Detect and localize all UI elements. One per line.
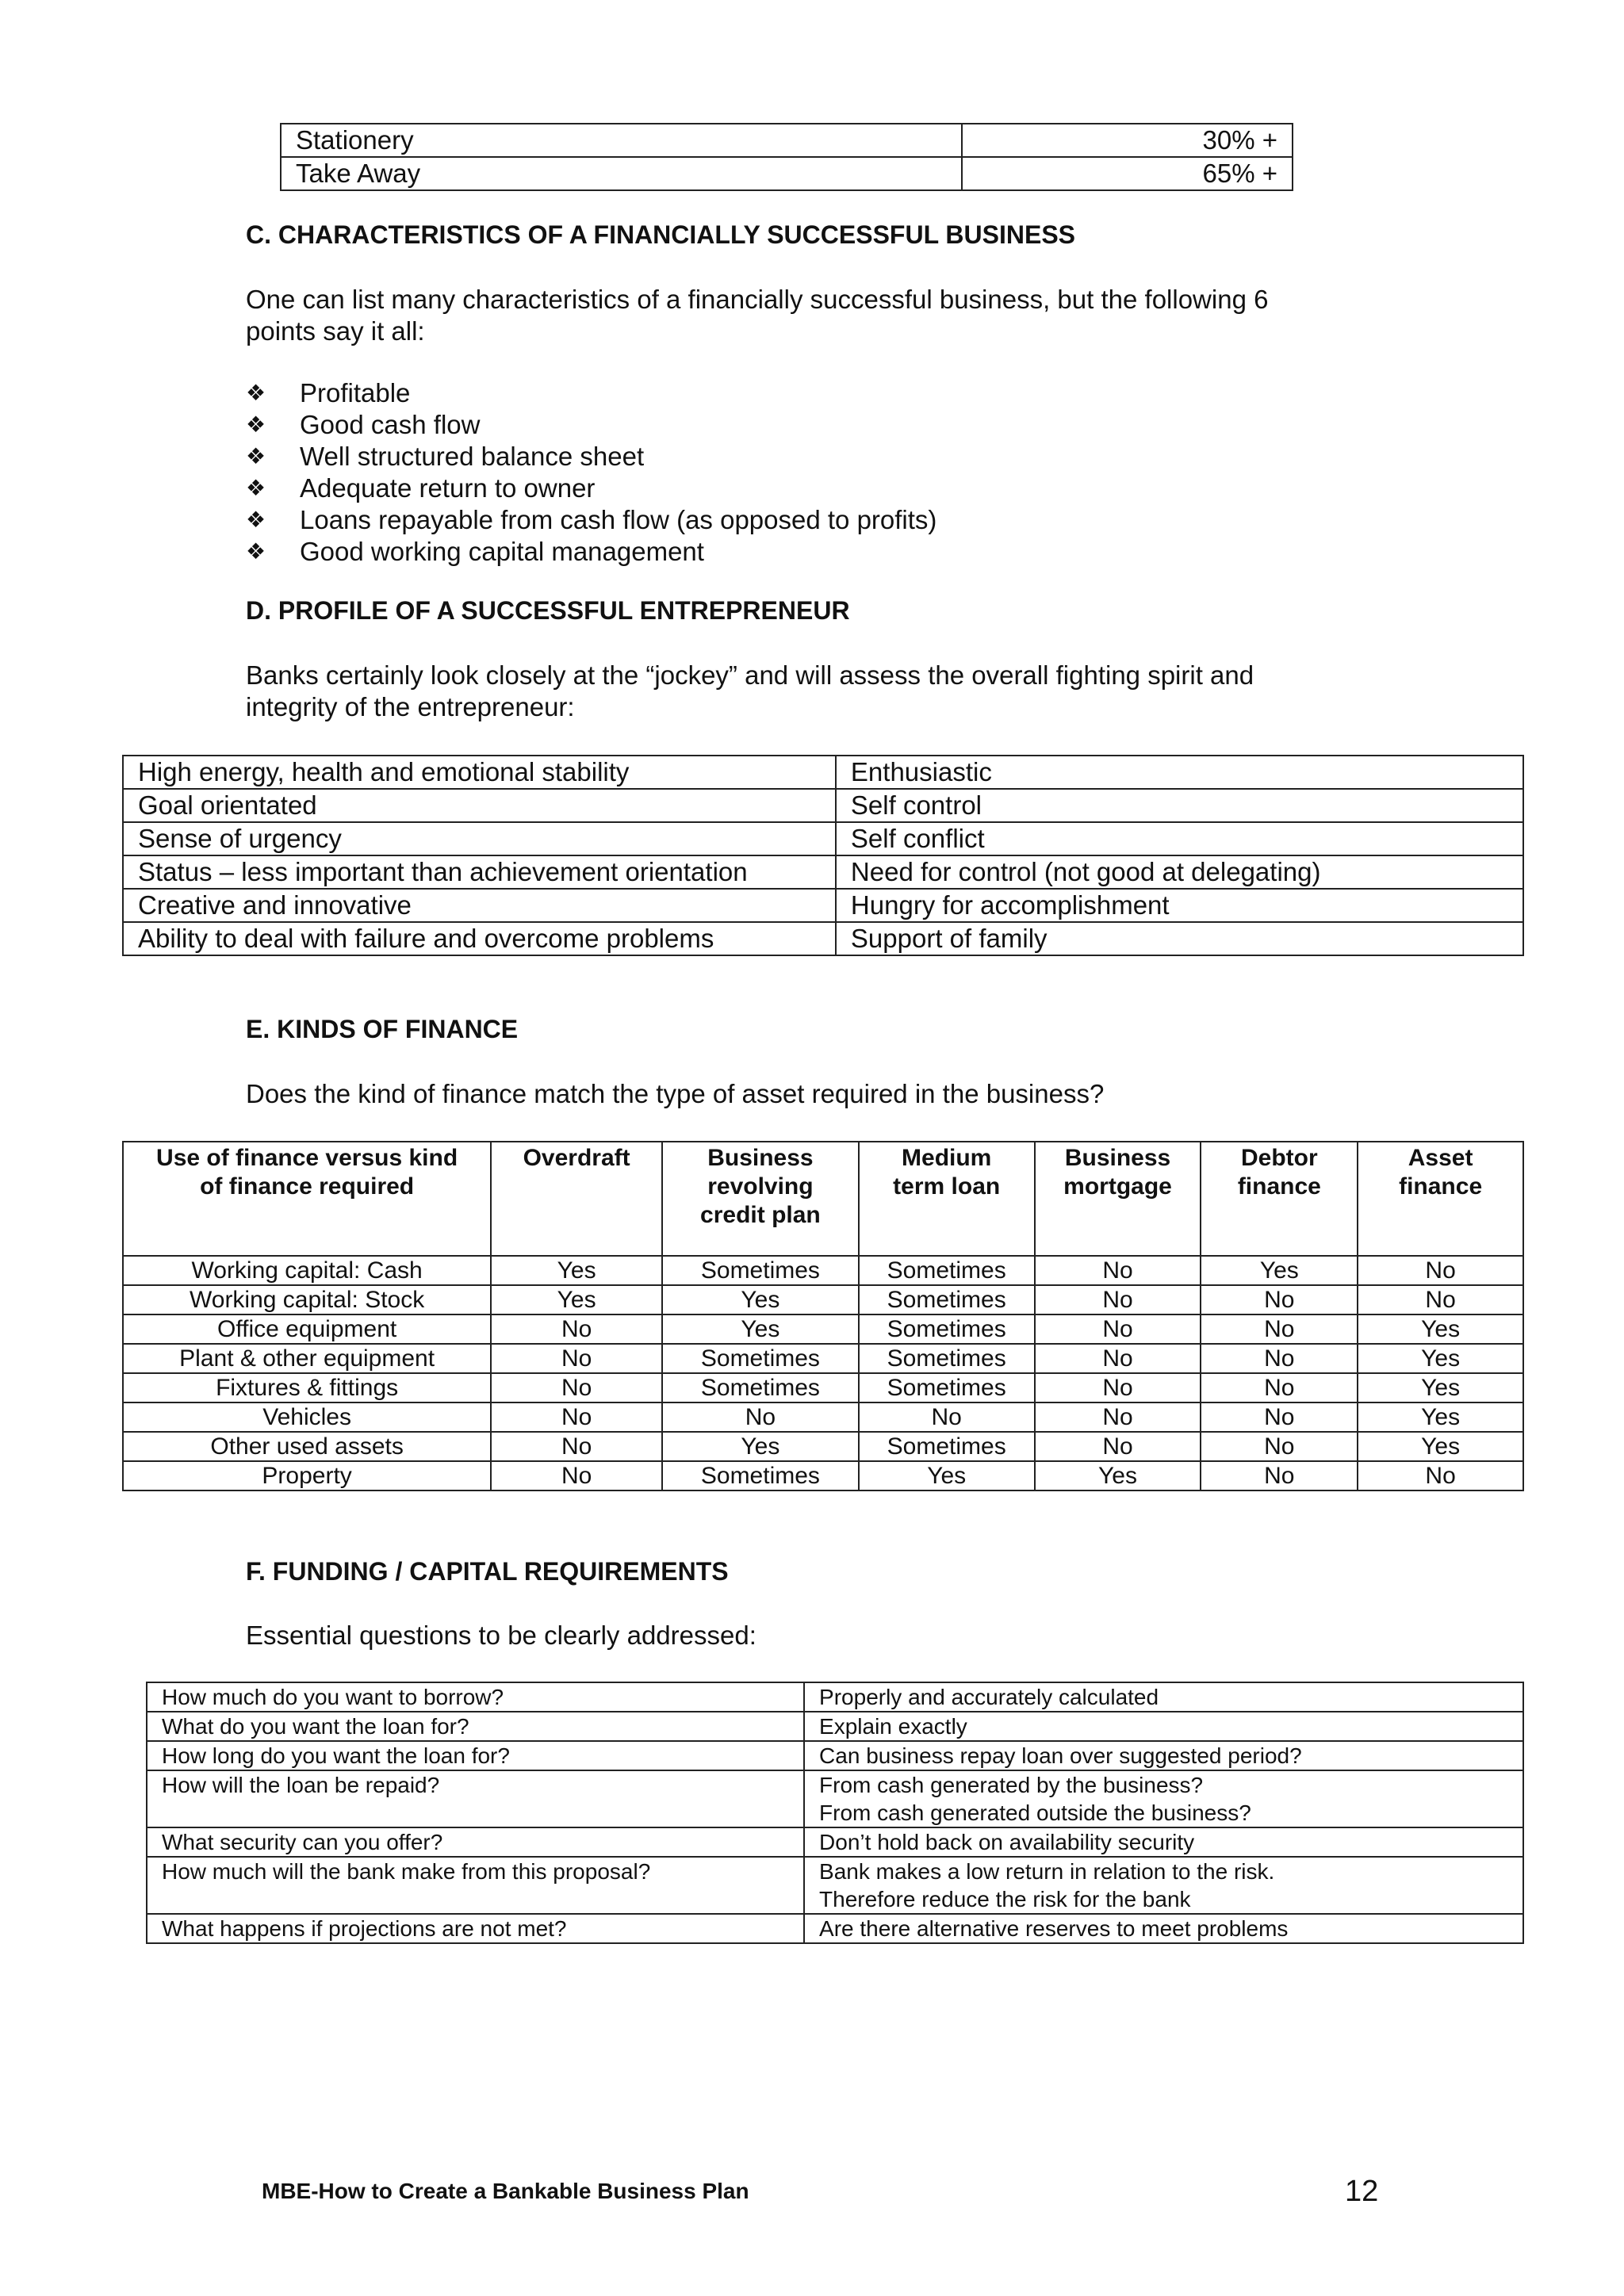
answer-line: Can business repay loan over suggested period? — [819, 1743, 1302, 1768]
answer-line: From cash generated outside the business? — [819, 1800, 1251, 1825]
characteristics-list — [246, 377, 936, 568]
answer-line: Properly and accurately calculated — [819, 1685, 1159, 1709]
table-row — [147, 1682, 1523, 1712]
table-row — [123, 1432, 1523, 1461]
intro-line: points say it all: — [246, 316, 425, 346]
section-e-heading: E. KINDS OF FINANCE — [246, 1015, 519, 1043]
bullet-diamond-icon: ❖ — [246, 412, 266, 437]
table-cell: Sometimes — [662, 1373, 859, 1402]
question-cell: How much will the bank make from this proposal? — [147, 1857, 804, 1914]
table-cell: No — [491, 1432, 662, 1461]
list-item — [246, 473, 936, 504]
table-cell: Yes — [491, 1285, 662, 1314]
bullet-diamond-icon: ❖ — [246, 476, 266, 500]
table-row — [123, 822, 1523, 855]
answer-cell — [804, 1857, 1523, 1914]
table-row — [123, 789, 1523, 822]
table-cell: No — [1035, 1344, 1201, 1373]
section-e-intro: Does the kind of finance match the type of asset required in the business? — [246, 1079, 1105, 1108]
table-cell: No — [1201, 1285, 1358, 1314]
table-cell: Yes — [1358, 1432, 1523, 1461]
table-cell: No — [1035, 1285, 1201, 1314]
intro-line: One can list many characteristics of a financially successful business, but the following 6 — [246, 285, 1269, 314]
table-row — [123, 1402, 1523, 1432]
section-d-intro — [246, 660, 1254, 723]
list-item — [246, 504, 936, 536]
table-cell: High energy, health and emotional stability — [123, 756, 836, 789]
funding-requirements-table — [146, 1682, 1524, 1944]
answer-line: Don’t hold back on availability security — [819, 1830, 1195, 1854]
table-cell: Sometimes — [662, 1461, 859, 1490]
table-row — [123, 922, 1523, 955]
table-cell: No — [859, 1402, 1035, 1432]
table-cell: No — [491, 1373, 662, 1402]
table-cell: No — [491, 1402, 662, 1432]
answer-line: Bank makes a low return in relation to the risk. — [819, 1859, 1275, 1884]
table-cell: Yes — [1358, 1402, 1523, 1432]
table-cell: No — [491, 1314, 662, 1344]
table-cell: Self control — [836, 789, 1523, 822]
table-cell: Hungry for accomplishment — [836, 889, 1523, 922]
answer-cell — [804, 1712, 1523, 1741]
intro-line: Banks certainly look closely at the “jockey” and will assess the overall fighting spirit and — [246, 660, 1254, 690]
table-cell: No — [1358, 1461, 1523, 1490]
table-cell: Self conflict — [836, 822, 1523, 855]
table-row — [123, 1461, 1523, 1490]
table-cell: No — [1201, 1402, 1358, 1432]
entrepreneur-profile-table — [122, 755, 1524, 956]
table-cell: Sometimes — [662, 1256, 859, 1285]
section-f-intro: Essential questions to be clearly addressed: — [246, 1621, 756, 1650]
table-cell: 30% + — [962, 124, 1293, 157]
table-cell: Creative and innovative — [123, 889, 836, 922]
table-cell: Stationery — [281, 124, 962, 157]
table-row — [147, 1827, 1523, 1857]
kinds-of-finance-table — [122, 1141, 1524, 1491]
table-cell: No — [1201, 1373, 1358, 1402]
table-row — [281, 157, 1293, 190]
table-cell: No — [662, 1402, 859, 1432]
section-f-heading: F. FUNDING / CAPITAL REQUIREMENTS — [246, 1557, 729, 1586]
table-row — [281, 124, 1293, 157]
list-item — [246, 441, 936, 473]
top-margin-table — [280, 123, 1293, 191]
list-item-text: Adequate return to owner — [300, 473, 596, 503]
question-cell: How much do you want to borrow? — [147, 1682, 804, 1712]
list-item — [246, 377, 936, 409]
table-cell: Yes — [662, 1432, 859, 1461]
table-row — [123, 1344, 1523, 1373]
table-cell: No — [1035, 1373, 1201, 1402]
column-header: Business revolving credit plan — [662, 1142, 859, 1256]
table-cell: Enthusiastic — [836, 756, 1523, 789]
table-cell: Goal orientated — [123, 789, 836, 822]
table-cell: Sometimes — [859, 1314, 1035, 1344]
table-cell: Yes — [1358, 1373, 1523, 1402]
column-header: Debtor finance — [1201, 1142, 1358, 1256]
table-cell: Other used assets — [123, 1432, 491, 1461]
section-c-heading: C. CHARACTERISTICS OF A FINANCIALLY SUCCESSFUL BUSINESS — [246, 220, 1076, 249]
column-header: Overdraft — [491, 1142, 662, 1256]
question-cell: What do you want the loan for? — [147, 1712, 804, 1741]
table-cell: Ability to deal with failure and overcome problems — [123, 922, 836, 955]
table-cell: 65% + — [962, 157, 1293, 190]
answer-line: From cash generated by the business? — [819, 1773, 1204, 1797]
table-cell: No — [1035, 1314, 1201, 1344]
table-cell: Take Away — [281, 157, 962, 190]
table-cell: Yes — [1358, 1314, 1523, 1344]
table-row — [123, 1285, 1523, 1314]
list-item-text: Profitable — [300, 378, 411, 408]
column-header: Business mortgage — [1035, 1142, 1201, 1256]
list-item — [246, 536, 936, 568]
table-cell: Plant & other equipment — [123, 1344, 491, 1373]
question-cell: How long do you want the loan for? — [147, 1741, 804, 1770]
table-cell: Sometimes — [859, 1432, 1035, 1461]
table-cell: Support of family — [836, 922, 1523, 955]
table-cell: Sense of urgency — [123, 822, 836, 855]
column-header: Asset finance — [1358, 1142, 1523, 1256]
intro-line: integrity of the entrepreneur: — [246, 692, 575, 721]
table-cell: Office equipment — [123, 1314, 491, 1344]
table-cell: Sometimes — [859, 1344, 1035, 1373]
list-item-text: Good cash flow — [300, 410, 481, 439]
table-cell: No — [1201, 1461, 1358, 1490]
table-row — [123, 756, 1523, 789]
table-cell: No — [1201, 1344, 1358, 1373]
table-cell: Sometimes — [859, 1373, 1035, 1402]
section-c-intro — [246, 284, 1268, 347]
list-item-text: Well structured balance sheet — [300, 442, 645, 471]
table-cell: Yes — [1358, 1344, 1523, 1373]
table-cell: No — [1035, 1402, 1201, 1432]
page-number: 12 — [1345, 2175, 1379, 2208]
table-cell: Status – less important than achievement orientation — [123, 855, 836, 889]
question-cell: What happens if projections are not met? — [147, 1914, 804, 1943]
answer-cell — [804, 1827, 1523, 1857]
table-cell: Yes — [1035, 1461, 1201, 1490]
table-row — [123, 855, 1523, 889]
answer-line: Therefore reduce the risk for the bank — [819, 1887, 1191, 1911]
table-cell: No — [1035, 1432, 1201, 1461]
table-row — [147, 1857, 1523, 1914]
table-cell: Yes — [662, 1285, 859, 1314]
table-row — [147, 1712, 1523, 1741]
table-row — [147, 1914, 1523, 1943]
answer-cell — [804, 1682, 1523, 1712]
table-row — [147, 1741, 1523, 1770]
bullet-diamond-icon: ❖ — [246, 444, 266, 469]
table-cell: No — [1201, 1314, 1358, 1344]
table-row — [123, 1314, 1523, 1344]
section-d-heading: D. PROFILE OF A SUCCESSFUL ENTREPRENEUR — [246, 596, 850, 625]
table-cell: Yes — [859, 1461, 1035, 1490]
table-row — [123, 889, 1523, 922]
bullet-diamond-icon: ❖ — [246, 381, 266, 405]
table-cell: No — [1358, 1285, 1523, 1314]
table-cell: Working capital: Stock — [123, 1285, 491, 1314]
question-cell: How will the loan be repaid? — [147, 1770, 804, 1827]
table-cell: Sometimes — [859, 1285, 1035, 1314]
table-cell: No — [491, 1461, 662, 1490]
table-cell: Yes — [1201, 1256, 1358, 1285]
table-cell: Need for control (not good at delegating) — [836, 855, 1523, 889]
list-item — [246, 409, 936, 441]
answer-line: Explain exactly — [819, 1714, 967, 1739]
answer-cell — [804, 1770, 1523, 1827]
table-cell: Working capital: Cash — [123, 1256, 491, 1285]
answer-cell — [804, 1741, 1523, 1770]
table-row — [147, 1770, 1523, 1827]
table-cell: No — [1035, 1256, 1201, 1285]
table-cell: No — [1358, 1256, 1523, 1285]
question-cell: What security can you offer? — [147, 1827, 804, 1857]
table-row — [123, 1373, 1523, 1402]
table-cell: Sometimes — [662, 1344, 859, 1373]
bullet-diamond-icon: ❖ — [246, 507, 266, 532]
table-cell: Sometimes — [859, 1256, 1035, 1285]
answer-cell — [804, 1914, 1523, 1943]
footer-title: MBE-How to Create a Bankable Business Plan — [262, 2179, 749, 2203]
table-header-row — [123, 1142, 1523, 1256]
table-cell: Property — [123, 1461, 491, 1490]
column-header: Use of finance versus kind of finance required — [123, 1142, 491, 1256]
table-cell: Fixtures & fittings — [123, 1373, 491, 1402]
answer-line: Are there alternative reserves to meet problems — [819, 1916, 1289, 1941]
table-cell: Vehicles — [123, 1402, 491, 1432]
list-item-text: Good working capital management — [300, 537, 704, 566]
table-cell: Yes — [662, 1314, 859, 1344]
table-cell: No — [1201, 1432, 1358, 1461]
list-item-text: Loans repayable from cash flow (as opposed to profits) — [300, 505, 937, 534]
table-cell: Yes — [491, 1256, 662, 1285]
table-row — [123, 1256, 1523, 1285]
table-cell: No — [491, 1344, 662, 1373]
column-header: Medium term loan — [859, 1142, 1035, 1256]
bullet-diamond-icon: ❖ — [246, 539, 266, 564]
